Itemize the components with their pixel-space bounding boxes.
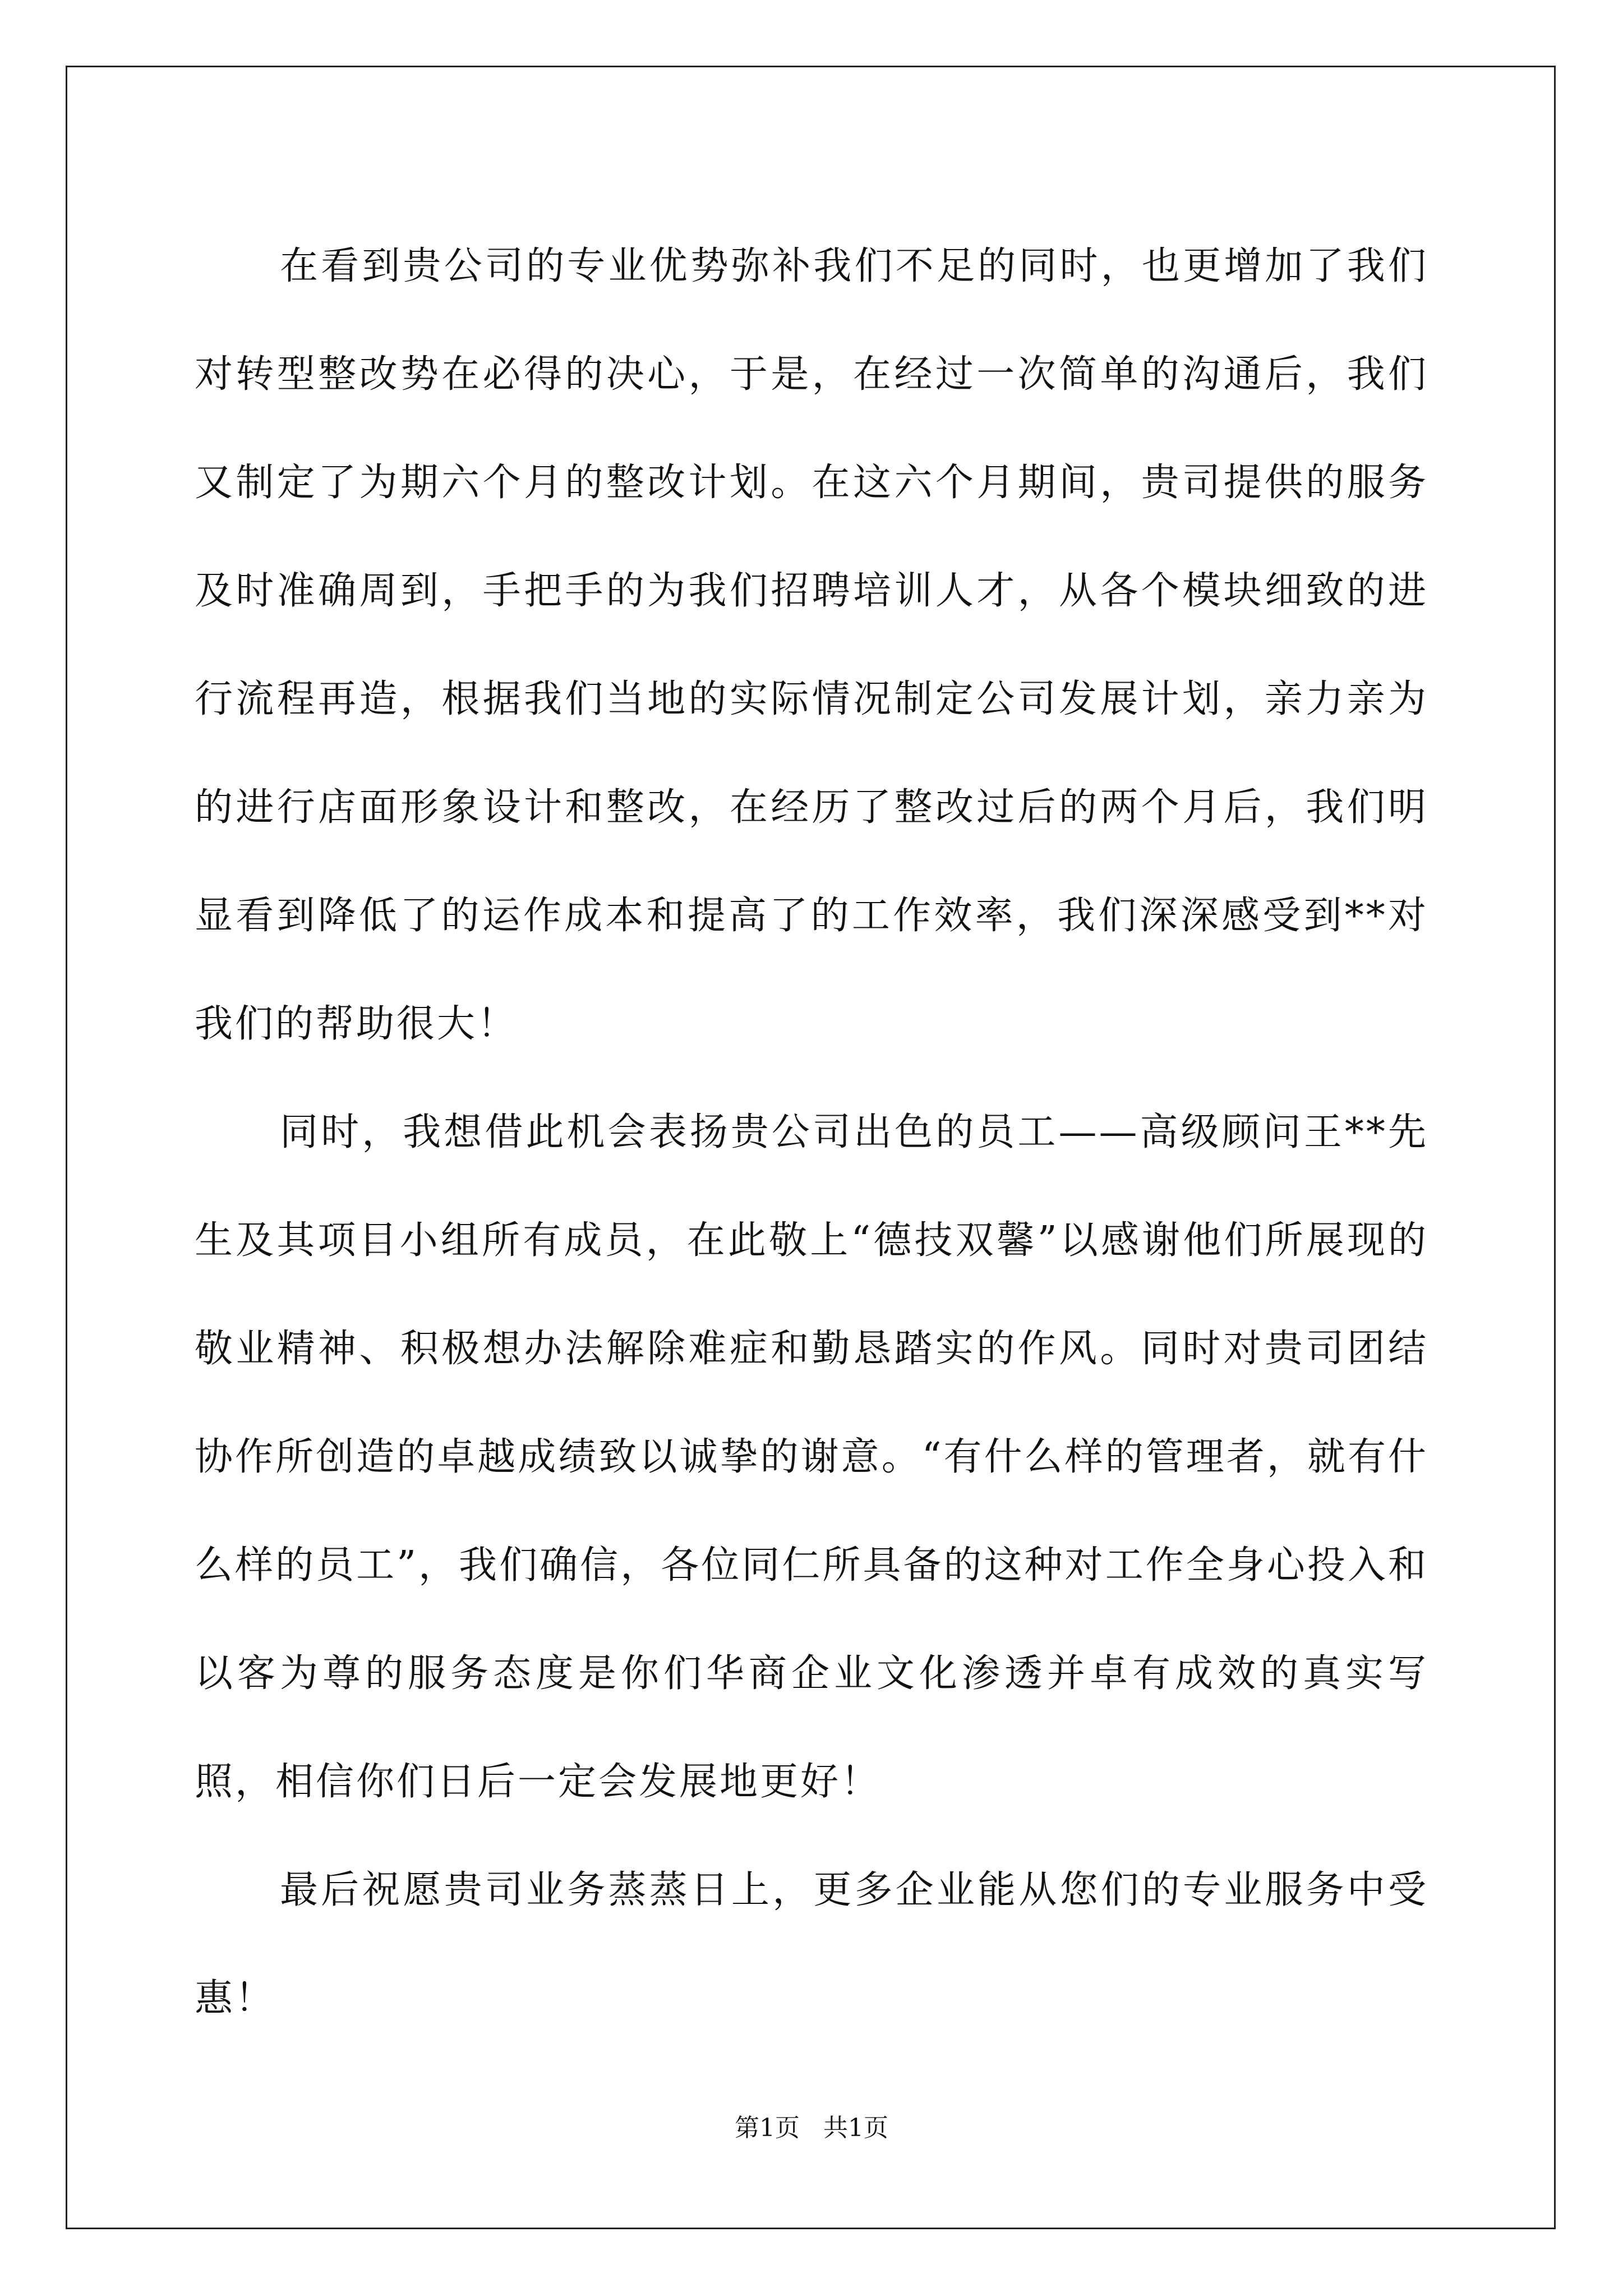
paragraph-1: 在看到贵公司的专业优势弥补我们不足的同时，也更增加了我们对转型整改势在必得的决心，于是，在经过一次简单的沟通后，我们又制定了为期六个月的整改计划。在这六个月期间，贵司提供的服务及时准确周到，手把手的为我们招聘培训人才，从各个模块细致的进行流程再造，根据我们当地的实际情况制定公司发展计划，亲力亲为的进行店面形象设计和整改，在经历了整改过后的两个月后，我们明显看到降低了的运作成本和提高了的工作效率，我们深深感受到**对我们的帮助很大！ xyxy=(195,244,1428,1046)
page-number: 第1页 xyxy=(735,2114,800,2142)
document-body xyxy=(195,212,1428,2053)
paragraph-3: 最后祝愿贵司业务蒸蒸日上，更多企业能从您们的专业服务中受惠！ xyxy=(195,1868,1428,2021)
paragraph-2: 同时，我想借此机会表扬贵公司出色的员工——高级顾问王**先生及其项目小组所有成员，在此敬上“德技双馨”以感谢他们所展现的敬业精神、积极想办法解除难症和勤恳踏实的作风。同时对贵司团结协作所创造的卓越成绩致以诚挚的谢意。“有什么样的管理者，就有什么样的员工”，我们确信，各位同仁所具备的这种对工作全身心投入和以客为尊的服务态度是你们华商企业文化渗透并卓有成效的真实写照，相信你们日后一定会发展地更好！ xyxy=(195,1110,1428,1804)
page-footer xyxy=(0,2111,1623,2145)
page-total: 共1页 xyxy=(823,2114,888,2142)
